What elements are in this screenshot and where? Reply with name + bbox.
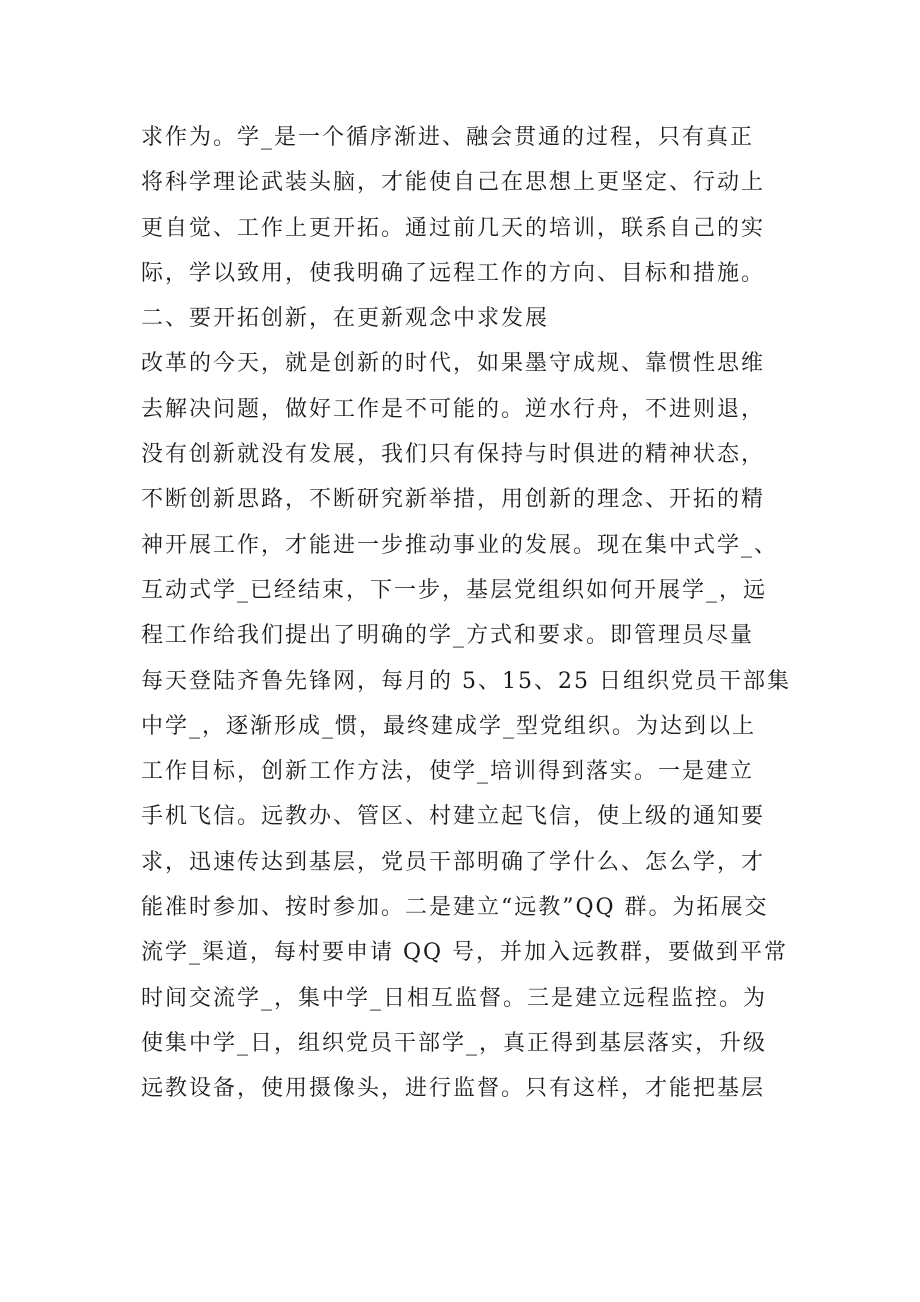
text-line: 不断创新思路，不断研究新举措，用创新的理念、开拓的精 [141, 487, 766, 513]
document-body [141, 115, 801, 1112]
text-line: 求，迅速传达到基层，党员干部明确了学什么、怎么学，才 [141, 849, 766, 875]
text-line: 将科学理论武装头脑，才能使自己在思想上更坚定、行动上 [141, 170, 766, 196]
text-line: 能准时参加、按时参加。二是建立“远教”QQ 群。为拓展交 [141, 895, 769, 921]
text-line: 每天登陆齐鲁先锋网，每月的 5、15、25 日组织党员干部集 [141, 668, 791, 694]
text-line: 求作为。学_是一个循序渐进、融会贯通的过程，只有真正 [141, 125, 755, 150]
text-line: 工作目标，创新工作方法，使学_培训得到落实。一是建立 [141, 759, 755, 785]
text-line: 时间交流学_，集中学_日相互监督。三是建立远程监控。为 [141, 985, 768, 1011]
text-line: 程工作给我们提出了明确的学_方式和要求。即管理员尽量 [141, 623, 755, 649]
text-line: 中学_，逐渐形成_惯，最终建成学_型党组织。为达到以上 [141, 713, 757, 739]
text-line: 互动式学_已经结束，下一步，基层党组织如何开展学_，远 [141, 577, 768, 603]
text-line: 际，学以致用，使我明确了远程工作的方向、目标和措施。 [141, 260, 766, 286]
text-line: 更自觉、工作上更开拓。通过前几天的培训，联系自己的实 [141, 215, 766, 241]
section-heading: 二、要开拓创新，在更新观念中求发展 [141, 306, 550, 332]
text-line: 手机飞信。远教办、管区、村建立起飞信，使上级的通知要 [141, 804, 766, 830]
text-line: 使集中学_日，组织党员干部学_，真正得到基层落实，升级 [141, 1030, 768, 1056]
text-line: 神开展工作，才能进一步推动事业的发展。现在集中式学_、 [141, 532, 779, 558]
text-line: 远教设备，使用摄像头，进行监督。只有这样，才能把基层 [141, 1076, 766, 1102]
text-line: 没有创新就没有发展，我们只有保持与时俱进的精神状态， [141, 442, 766, 468]
text-line: 去解决问题，做好工作是不可能的。逆水行舟，不进则退， [141, 396, 766, 422]
text-line: 流学_渠道，每村要申请 QQ 号，并加入远教群，要做到平常 [141, 940, 789, 966]
text-line: 改革的今天，就是创新的时代，如果墨守成规、靠惯性思维 [141, 351, 766, 377]
